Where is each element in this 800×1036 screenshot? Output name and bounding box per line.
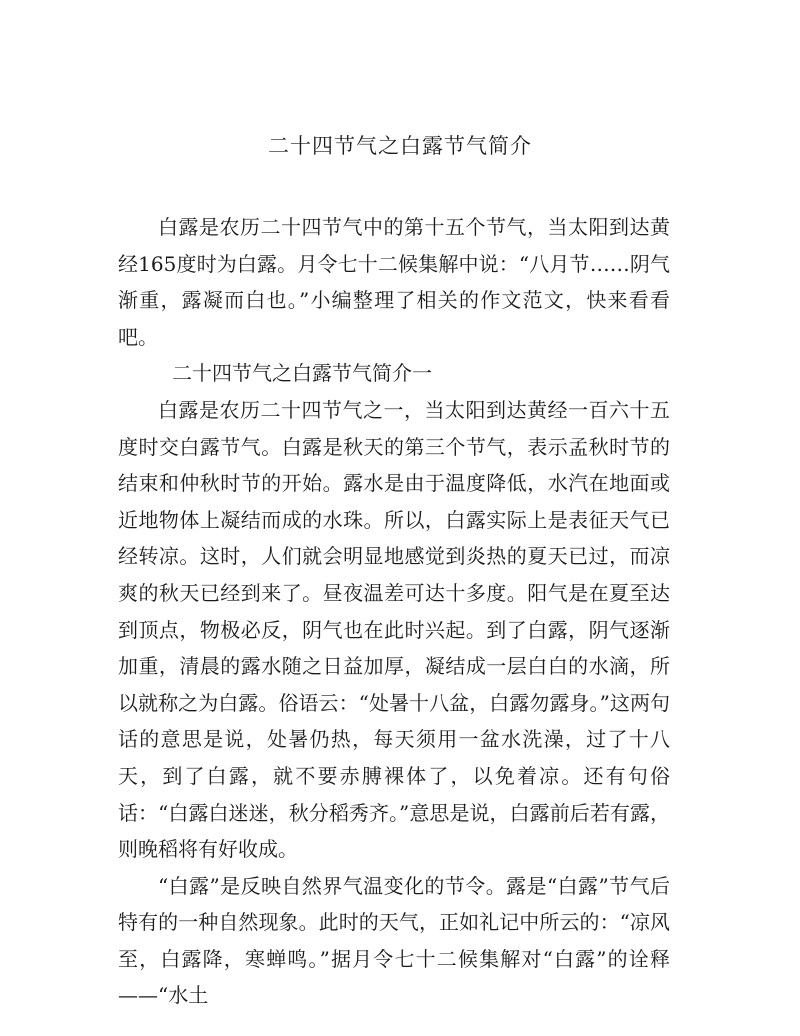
page-title: 二十四节气之白露节气简介 xyxy=(268,134,532,158)
body-paragraph-1: 白露是农历二十四节气之一，当太阳到达黄经一百六十五度时交白露节气。白露是秋天的第三个节气，表示孟秋时节的结束和仲秋时节的开始。露水是由于温度降低，水汽在地面或近地物体上凝结而成的水珠。所以，白露实际上是表征天气已经转凉。这时，人们就会明显地感觉到炎热的夏天已过，而凉爽的秋天已经到来了。昼夜温差可达十多度。阳气是在夏至达到顶点，物极必反，阴气也在此时兴起。到了白露，阴气逐渐加重，清晨的露水随之日益加厚，凝结成一层白白的水滴，所以就称之为白露。俗语云：“处暑十八盆，白露勿露身。”这两句话的意思是说，处暑仍热，每天须用一盆水洗澡，过了十八天，到了白露，就不要赤膊裸体了，以免着凉。还有句俗话：“白露白迷迷，秋分稻秀齐。”意思是说，白露前后若有露，则晚稻将有好收成。 xyxy=(118,397,670,862)
section-heading: 二十四节气之白露节气简介一 xyxy=(172,361,432,386)
intro-paragraph: 白露是农历二十四节气中的第十五个节气，当太阳到达黄经165度时为白露。月令七十二候集解中说：“八月节……阴气渐重，露凝而白也。”小编整理了相关的作文范文，快来看看吧。 xyxy=(118,215,670,349)
document-body xyxy=(118,209,670,1014)
body-paragraph-2: “白露”是反映自然界气温变化的节令。露是“白露”节气后特有的一种自然现象。此时的天气，正如礼记中所云的：“凉风至，白露降，寒蝉鸣。”据月令七十二候集解对“白露”的诠释——“水土 xyxy=(118,873,670,1008)
